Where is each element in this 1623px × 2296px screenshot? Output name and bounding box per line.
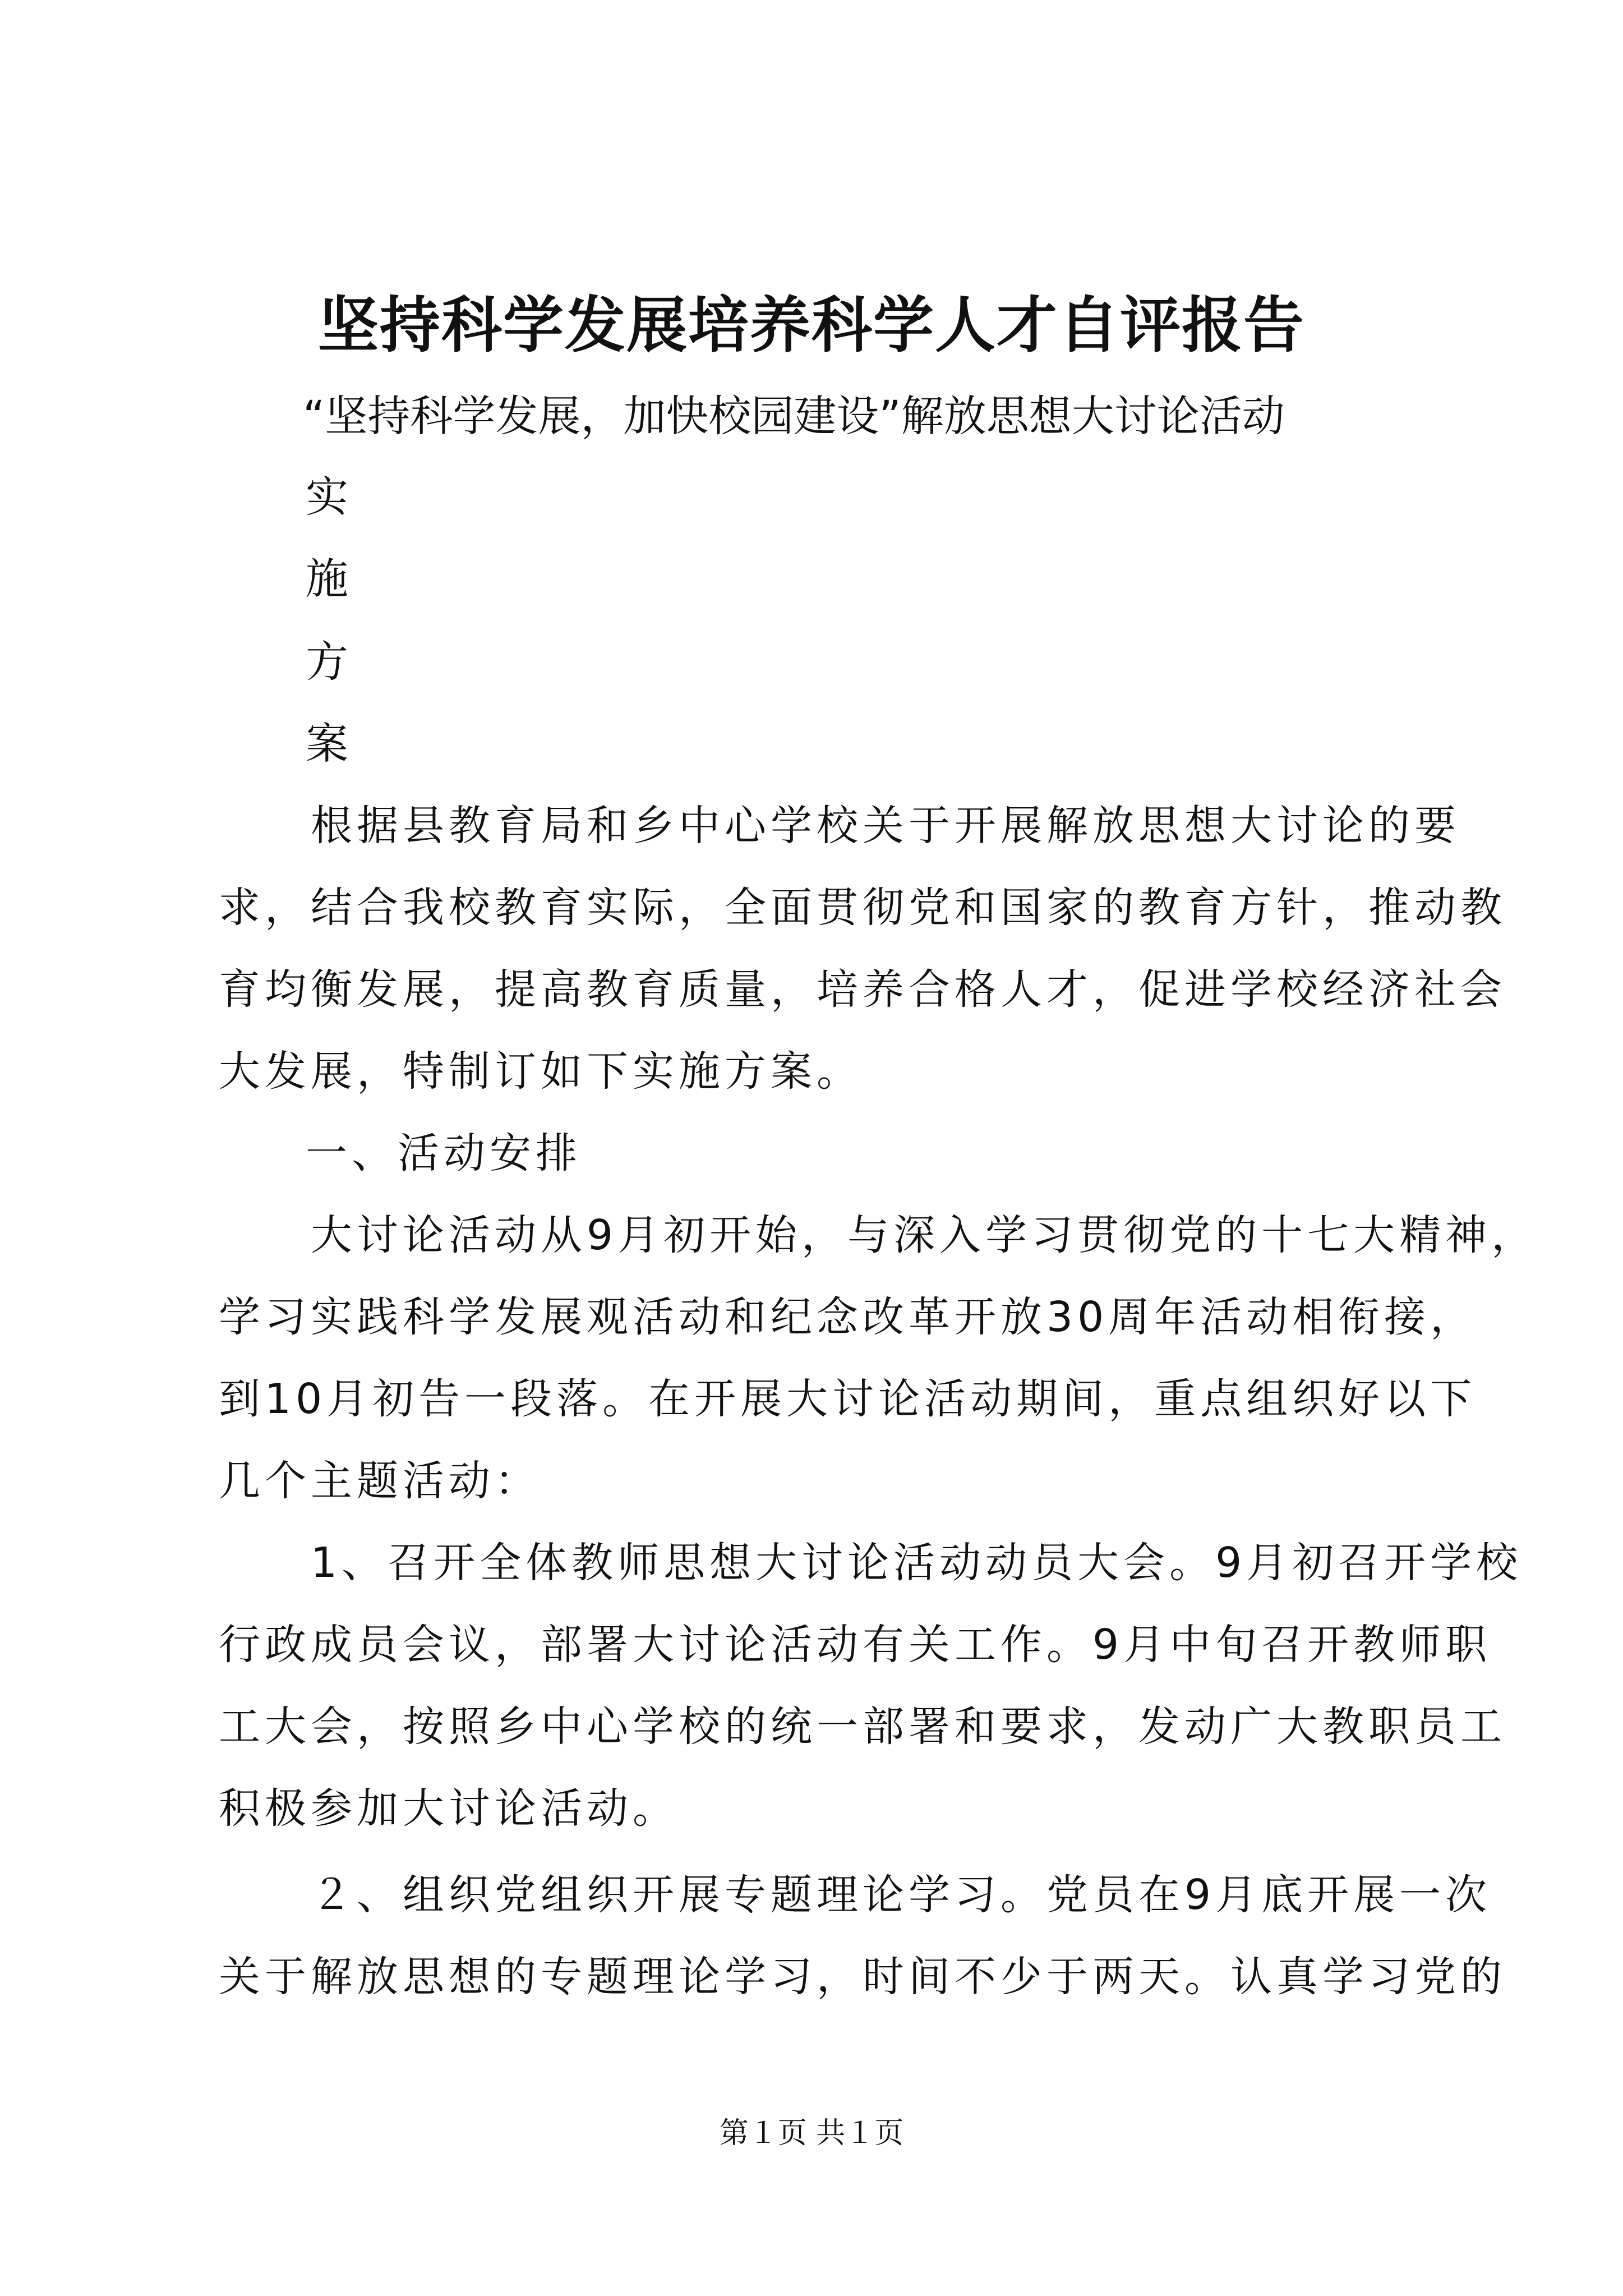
paragraph-line: 行政成员会议，部署大讨论活动有关工作。9月中旬召开教师职 bbox=[219, 1621, 1492, 1669]
page-footer: 第１页 共１页 bbox=[719, 2116, 904, 2150]
paragraph-line: 到10月初告一段落。在开展大讨论活动期间，重点组织好以下 bbox=[219, 1375, 1477, 1423]
paragraph-line: 1、召开全体教师思想大讨论活动动员大会。9月初召开学校 bbox=[219, 1539, 1523, 1587]
document-title: 坚持科学发展培养科学人才自评报告 bbox=[317, 290, 1305, 361]
paragraph-line: 求，结合我校教育实际，全面贯彻党和国家的教育方针，推动教 bbox=[219, 884, 1506, 932]
paragraph-line: 大讨论活动从9月初开始，与深入学习贯彻党的十七大精神， bbox=[219, 1211, 1538, 1259]
paragraph-line: 根据县教育局和乡中心学校关于开展解放思想大讨论的要 bbox=[219, 802, 1460, 850]
paragraph-line: 学习实践科学发展观活动和纪念改革开放30周年活动相衔接， bbox=[219, 1293, 1477, 1341]
paragraph-line: 育均衡发展，提高教育质量，培养合格人才，促进学校经济社会 bbox=[219, 965, 1506, 1014]
vertical-char-2: 施 bbox=[306, 554, 348, 604]
document-subtitle: “坚持科学发展，加快校园建设”解放思想大讨论活动 bbox=[303, 391, 1285, 441]
paragraph-line: 工大会，按照乡中心学校的统一部署和要求，发动广大教职员工 bbox=[219, 1703, 1506, 1751]
paragraph-line: 积极参加大讨论活动。 bbox=[219, 1784, 679, 1833]
paragraph-line: 关于解放思想的专题理论学习，时间不少于两天。认真学习党的 bbox=[219, 1953, 1506, 2001]
paragraph-line: 大发展，特制订如下实施方案。 bbox=[219, 1047, 863, 1096]
section-heading: 一、活动安排 bbox=[306, 1129, 582, 1177]
paragraph-line: 几个主题活动： bbox=[219, 1457, 541, 1505]
vertical-char-3: 方 bbox=[306, 637, 348, 687]
paragraph-line: ２、组织党组织开展专题理论学习。党员在9月底开展一次 bbox=[219, 1871, 1492, 1919]
vertical-char-4: 案 bbox=[306, 719, 348, 769]
vertical-char-1: 实 bbox=[306, 472, 348, 522]
